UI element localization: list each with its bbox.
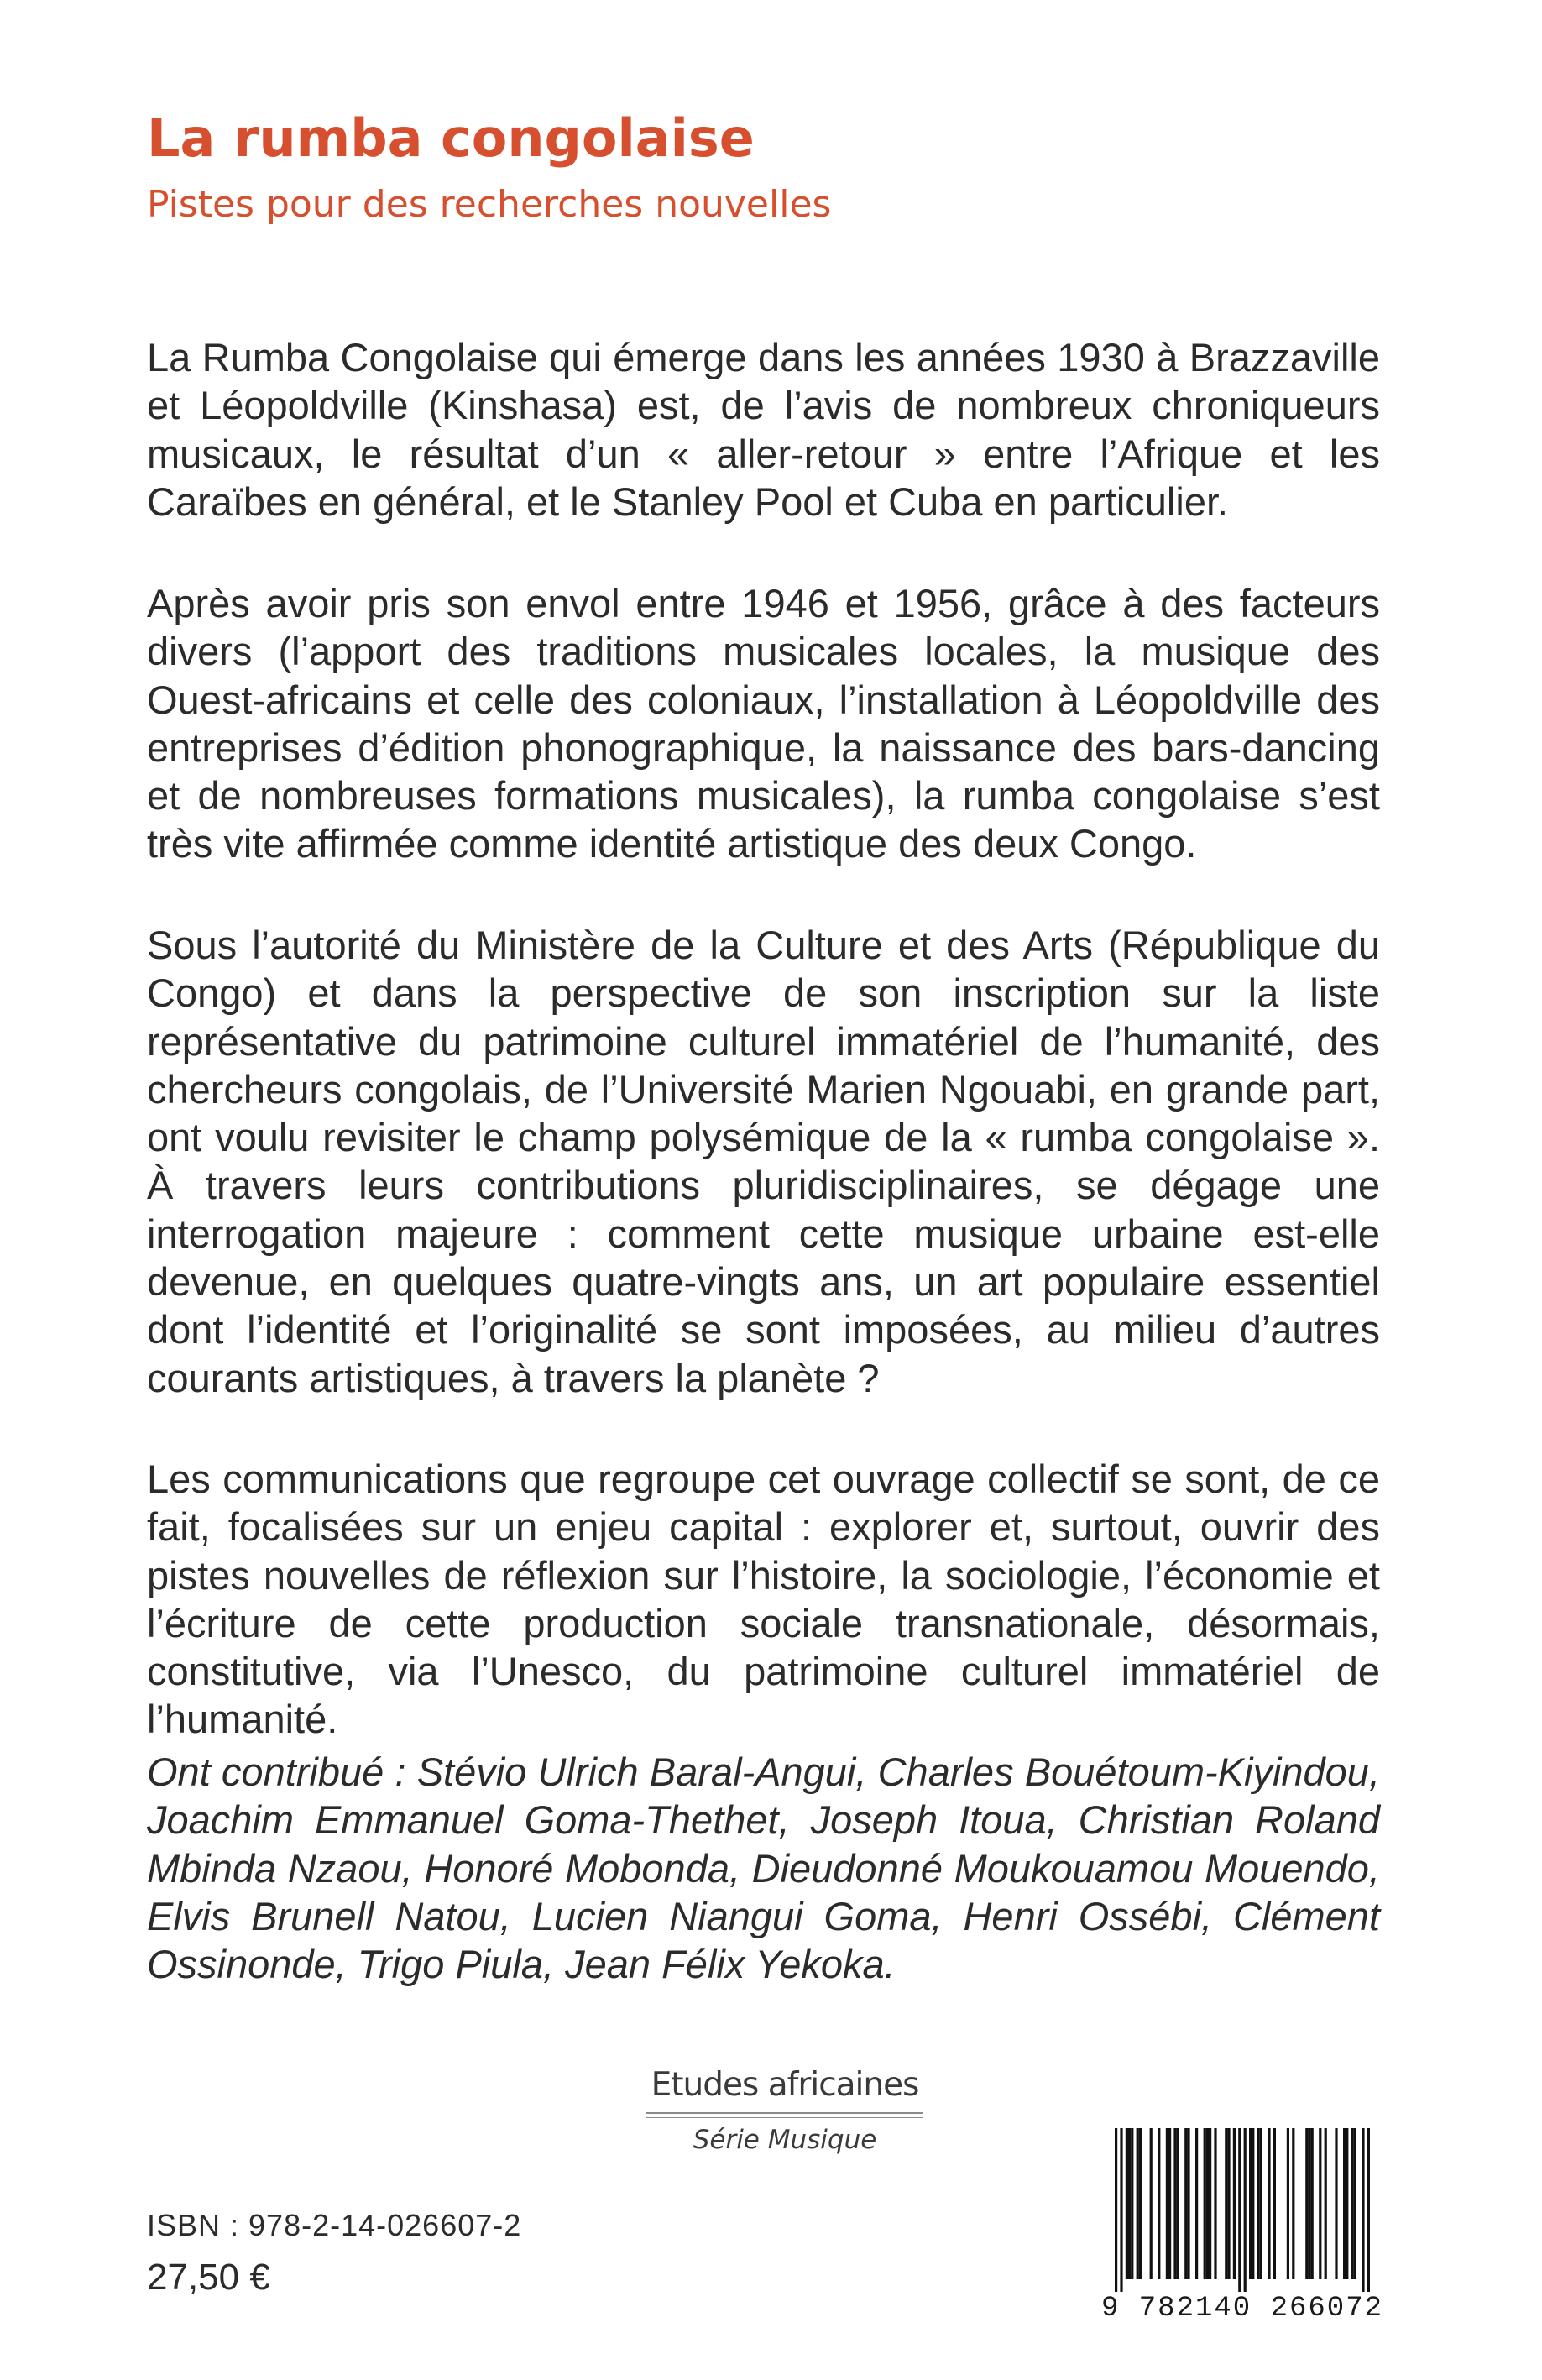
barcode-bar [1305, 2128, 1308, 2279]
barcode-bar [1227, 2128, 1230, 2279]
barcode-bar [1308, 2128, 1310, 2279]
barcode-bar [1249, 2128, 1252, 2279]
barcode-bar [1206, 2128, 1209, 2279]
series-logo [588, 2065, 982, 2155]
barcode-bar [1158, 2128, 1160, 2279]
series-divider-thin [646, 2117, 923, 2118]
blurb-paragraph-4: Les communications que regroupe cet ouvrage collectif se sont, de ce fait, focalisées sur un enjeu capital : explorer et, surtout, ouvrir des pistes nouvelles de réflexion sur l’histoire, la sociologie, l’économie et l’écriture de cette production sociale transnationale, désormais, constitutive, via l’Unesco, du patrimoine culturel immatériel de l’humanité. [147, 1457, 1380, 1742]
barcode-bar [1173, 2128, 1176, 2279]
barcode-bar [1319, 2128, 1321, 2279]
blurb-paragraph-3: Sous l’autorité du Ministère de la Culture et des Arts (République du Congo) et dans la perspective de son inscription sur la liste représentative du patrimoine culturel immatériel de l’humanité, des chercheurs congolais, de l’Université Marien Ngouabi, en grande part, ont voulu revisiter le champ polysémique de la « rumba congolaise ». À travers leurs contributions pluridisciplinaires, se dégage une interrogation majeure : comment cette musique urbaine est-elle devenue, en quelques quatre-vingts ans, un art populaire essentiel dont l’identité et l’originalité se sont imposées, au milieu d’autres courants artistiques, à travers la planète ? [147, 923, 1380, 1400]
barcode-bar [1168, 2128, 1171, 2279]
barcode-bar [1184, 2128, 1187, 2279]
blurb-paragraph-1: La Rumba Congolaise qui émerge dans les années 1930 à Brazzaville et Léopoldville (Kinshasa) est, de l’avis de nombreux chroniqueurs musicaux, le résultat d’un « aller-retour » entre l’Afrique et les Caraïbes en général, et le Stanley Pool et Cuba en particulier. [147, 335, 1380, 524]
barcode-bar [1131, 2128, 1133, 2279]
barcode-bar [1209, 2128, 1211, 2279]
barcode-bar [1195, 2128, 1198, 2279]
barcode-bar [1351, 2128, 1354, 2279]
series-name: Etudes africaines [651, 2066, 919, 2104]
barcode-bar [1252, 2128, 1254, 2279]
contributors-paragraph: Ont contribué : Stévio Ulrich Baral-Angui, Charles Bouétoum-Kiyindou, Joachim Emmanuel Goma-Thethet, Joseph Itoua, Christian Roland Mbinda Nzaou, Honoré Mobonda, Dieudonné Moukouamou Mouendo, Elvis Brunell Natou, Lucien Niangui Goma, Henri Ossébi, Clément Ossinonde, Trigo Piula, Jean Félix Yekoka. [147, 1750, 1380, 1987]
barcode-bar [1311, 2128, 1314, 2279]
barcode-bar [1325, 2128, 1327, 2279]
barcode-bar [1268, 2128, 1270, 2279]
barcode-bar [1225, 2128, 1227, 2279]
barcode-bar [1346, 2128, 1348, 2279]
barcode-bar [1120, 2128, 1122, 2292]
barcode-bar [1233, 2128, 1236, 2279]
barcode-bar [1287, 2128, 1289, 2279]
isbn: ISBN : 978-2-14-026607-2 [147, 2208, 522, 2242]
barcode-bar [1177, 2128, 1179, 2279]
barcode-bar [1187, 2128, 1189, 2279]
barcode-bar [1214, 2128, 1216, 2279]
barcode-bar [1244, 2128, 1247, 2292]
barcode-bar [1139, 2128, 1142, 2279]
barcode-digits: 9 782140 266072 [1100, 2293, 1384, 2325]
barcode-bar [1204, 2128, 1206, 2279]
barcode-bar [1354, 2128, 1356, 2279]
barcode-bar [1335, 2128, 1337, 2279]
barcode-bar [1273, 2128, 1276, 2279]
barcode [1100, 2128, 1385, 2325]
barcode-bar [1343, 2128, 1346, 2279]
price: 27,50 € [147, 2257, 270, 2298]
barcode-bar [1126, 2128, 1128, 2279]
barcode-bar [1128, 2128, 1131, 2279]
barcode-bar [1150, 2128, 1153, 2279]
barcode-bars-icon [1100, 2128, 1385, 2292]
barcode-bar [1367, 2128, 1370, 2292]
series-divider [646, 2112, 923, 2114]
barcode-bar [1257, 2128, 1260, 2279]
blurb-paragraph-2: Après avoir pris son envol entre 1946 et 1956, grâce à des facteurs divers (l’apport des traditions musicales locales, la musique des Ouest-africains et celle des coloniaux, l’installation à Léopoldville des entreprises d’édition phonographique, la naissance des bars-dancing et de nombreuses formations musicales), la rumba congolaise s’est très vite affirmée comme identité artistique des deux Congo. [147, 581, 1380, 866]
barcode-bar [1238, 2128, 1241, 2292]
barcode-bar [1137, 2128, 1139, 2279]
book-subtitle: Pistes pour des recherches nouvelles [147, 183, 832, 226]
barcode-bar [1362, 2128, 1364, 2292]
barcode-bar [1166, 2128, 1168, 2279]
barcode-bar [1115, 2128, 1117, 2292]
barcode-bar [1292, 2128, 1294, 2279]
barcode-bar [1260, 2128, 1262, 2279]
book-title: La rumba congolaise [147, 107, 755, 169]
series-subtitle: Série Musique [693, 2125, 877, 2155]
